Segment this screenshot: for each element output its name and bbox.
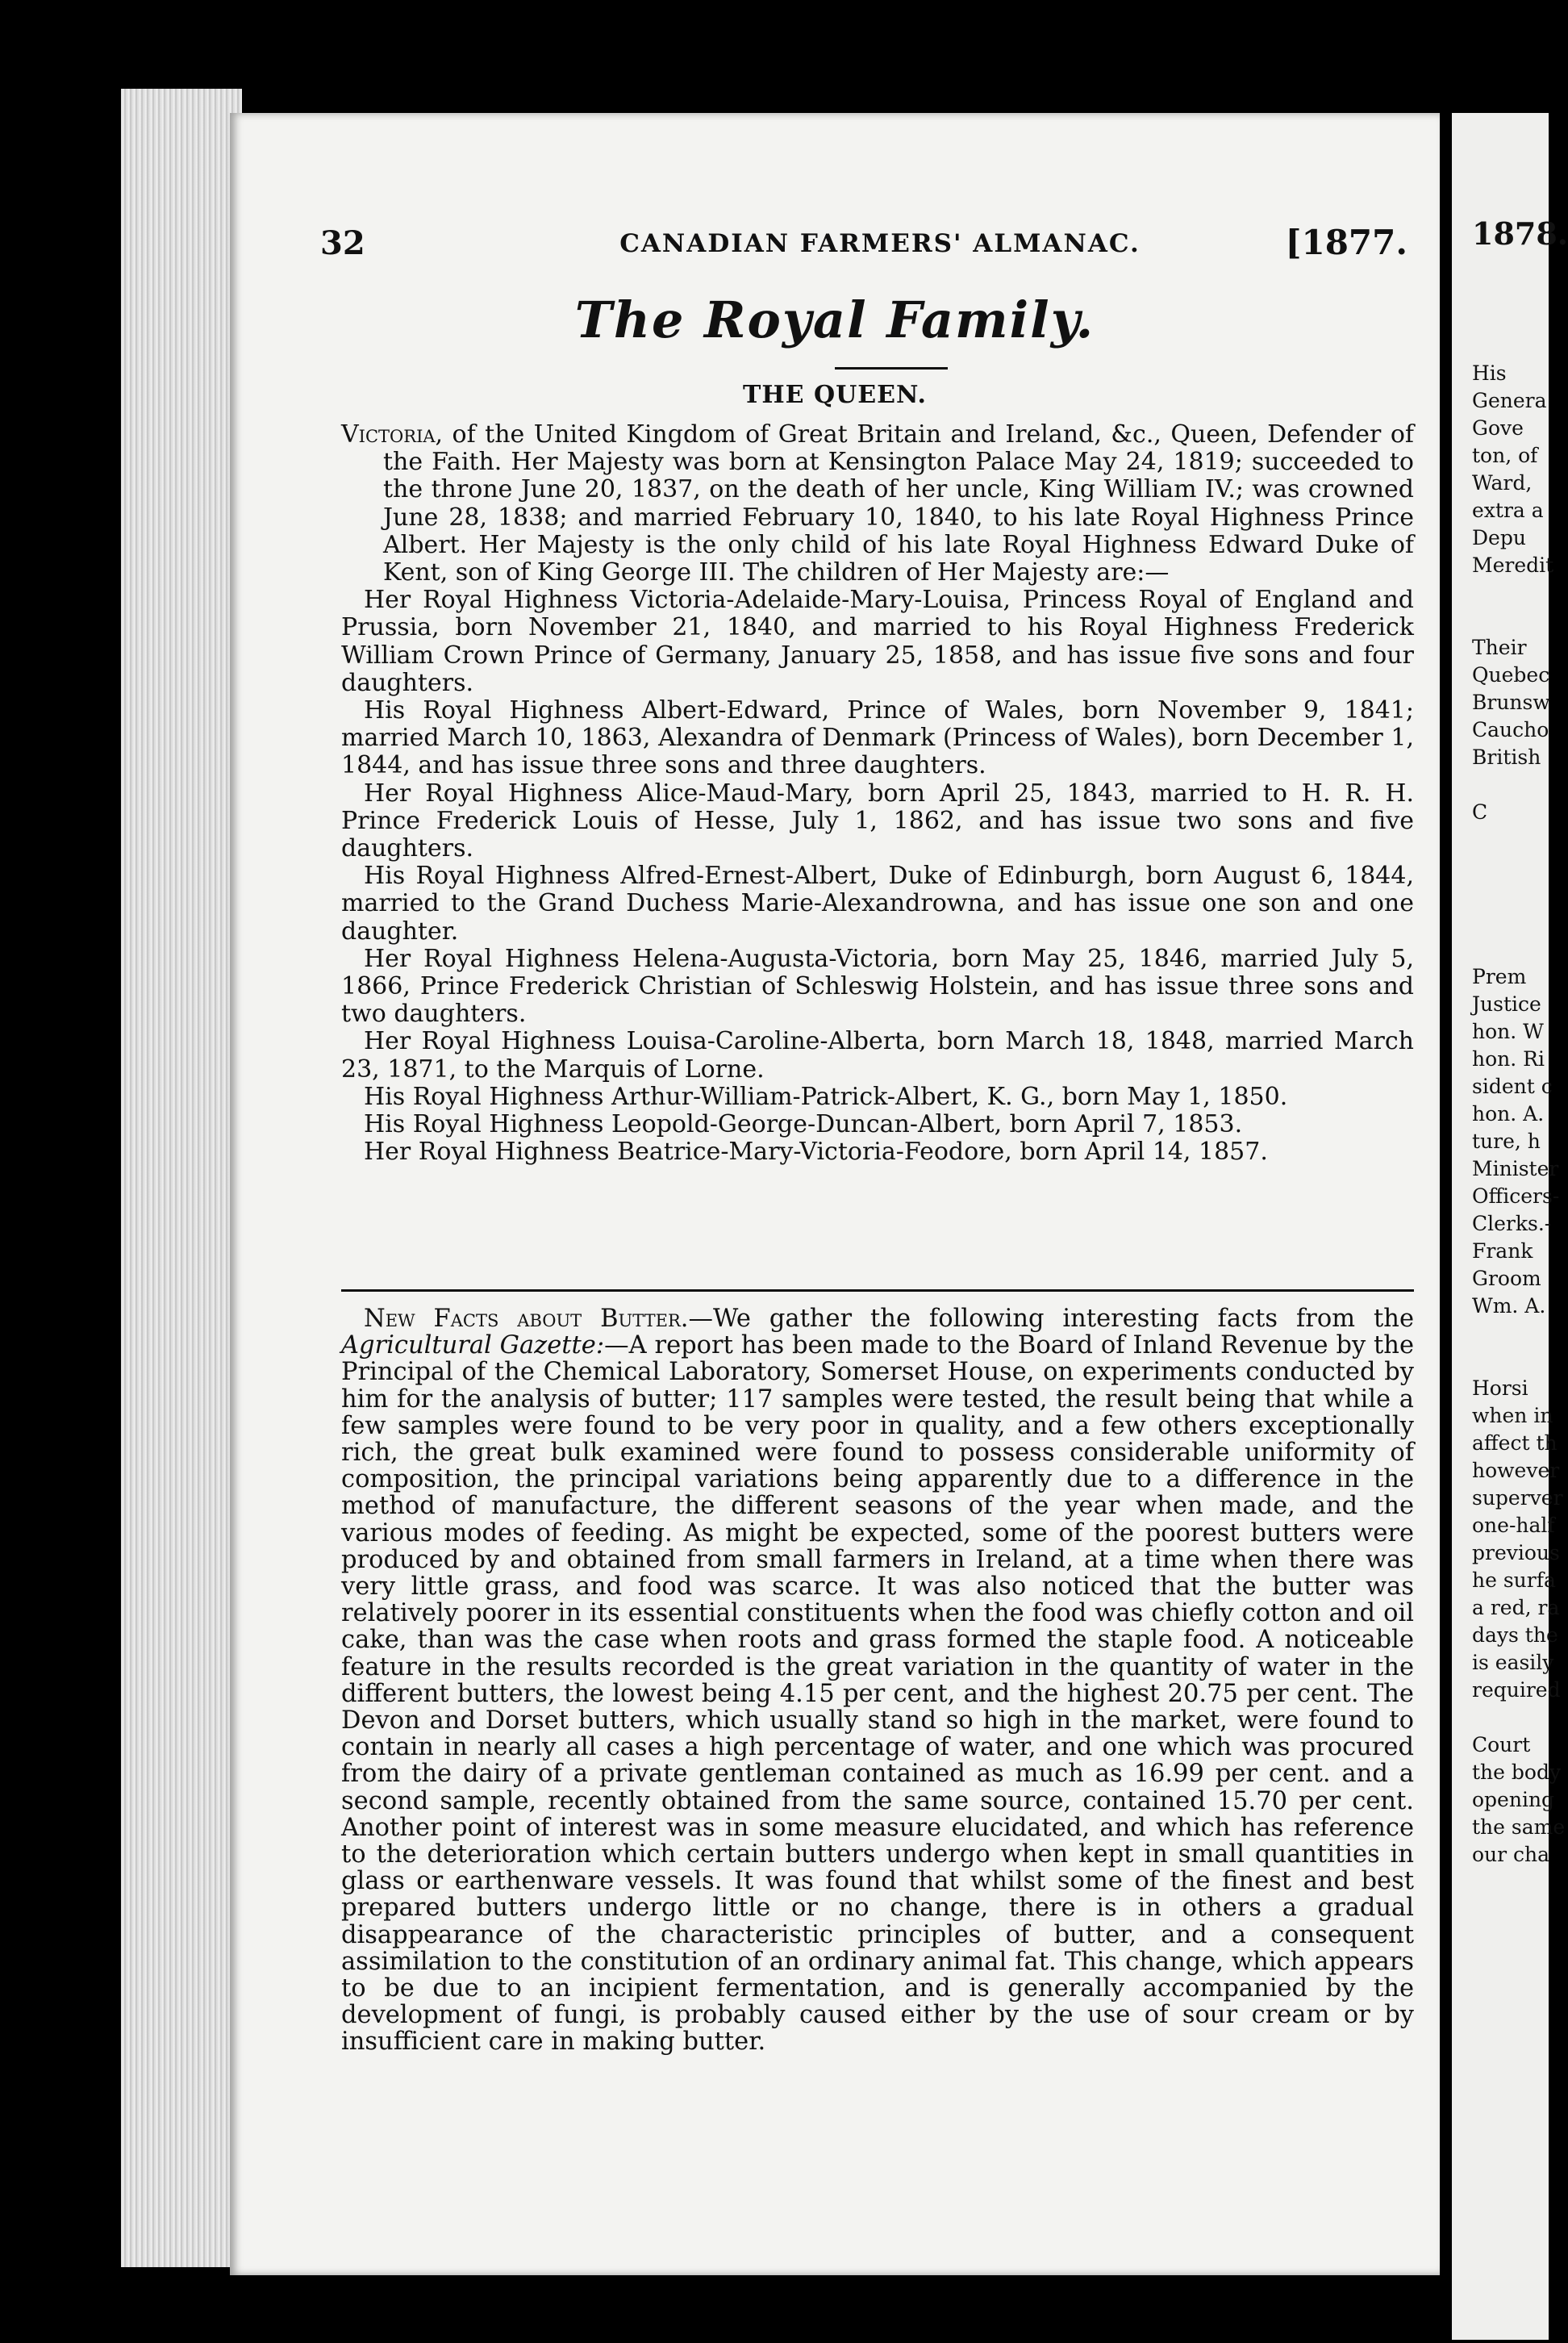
child-entry: His Royal Highness Leopold-George-Duncan-Albert, born April 7, 1853. — [364, 1110, 1243, 1139]
section-divider — [341, 1289, 1414, 1292]
facing-page-line — [1452, 1704, 1549, 1731]
facing-page-line: Gove — [1472, 416, 1524, 440]
book-page-edges — [121, 89, 242, 2267]
facing-page-line: Quebec — [1472, 663, 1550, 687]
butter-source: Agricultural Gazette: — [341, 1331, 605, 1360]
child-entry: Her Royal Highness Victoria-Adelaide-Mary-Louisa, Princess Royal of England and Prussia, born November 21, 1840, and married to his Royal Highness Frederick William Crown Prince of Germany, January 25, 1858, and has issue five sons and four daughters. — [341, 586, 1414, 697]
facing-page-line — [1452, 607, 1549, 634]
facing-page-line: 1878. — [1472, 215, 1568, 252]
facing-page-line — [1452, 854, 1549, 881]
queen-name: Victoria, — [341, 420, 444, 449]
child-entry: Her Royal Highness Alice-Maud-Mary, born April 25, 1843, married to H. R. H. Prince Frederick Louis of Hesse, July 1, 1862, and has issue two sons and five daughters. — [341, 779, 1414, 863]
facing-page-line: he surfa — [1472, 1568, 1556, 1592]
facing-page-line: Minister — [1472, 1157, 1559, 1180]
facing-page-line: is easily — [1472, 1651, 1554, 1674]
facing-page-line: hon. W — [1472, 1020, 1544, 1043]
butter-intro: —We gather the following interesting facts from the — [688, 1305, 1414, 1333]
child-entry: His Royal Highness Arthur-William-Patrick-Albert, K. G., born May 1, 1850. — [364, 1082, 1288, 1111]
facing-page-line: C — [1472, 800, 1488, 824]
child-entry: Her Royal Highness Louisa-Caroline-Alberta, born March 18, 1848, married March 23, 1871, to the Marquis of Lorne. — [341, 1027, 1414, 1084]
facing-page-line: hon. Ri — [1472, 1047, 1545, 1071]
butter-text: —A report has been made to the Board of Inland Revenue by the Principal of the Chemical Laboratory, Somerset House, on experiments conducted by him for the analysis of butter; 117 samples were tested, the result being that while a few samples were found to be very poor in quality, and a few others exceptionally rich, the great bulk examined were found to possess considerable uniformity of composition, the principal variations being apparently due to a difference in the method of manufacture, the different seasons of the year when made, and the various modes of feeding. As might be expected, some of the poorest butters were produced by and obtained from small farmers in Ireland, at a time when there was very little grass, and food was scarce. It was also noticed that the butter was relatively poorer in its essential constituents when the food was chiefly cotton and oil cake, than was the case when roots and grass formed the staple food. A noticeable feature in the results recorded is the great variation in the quantity of water in the different butters, the lowest being 4.15 per cent, and the highest 20.75 per cent. The Devon and Dorset butters, which usually stand so high in the market, were found to contain in nearly all cases a high percentage of water, and one which was procured from the dairy of a private gentleman contained as much as 16.99 per cent. and a second sample, recently obtained from the same source, contained 15.70 per cent. Another point of interest was in some measure elucidated, and which has reference to the deterioration which certain butters undergo when kept in small quantities in glass or earthenware vessels. It was found that whilst some of the finest and best prepared butters undergo little or no change, there is in others a gradual disappearance of the characteristic principles of butter, and a consequent assimilation to the constitution of an ordinary animal fat. This change, which appears to be due to an incipient fermentation, and is generally accompanied by the development of fungi, is probably caused either by the use of sour cream or by insufficient care in making butter. — [341, 1331, 1415, 2057]
facing-page-line: however — [1472, 1459, 1560, 1482]
facing-page-line: superver — [1472, 1486, 1563, 1510]
facing-page-line — [1452, 881, 1549, 908]
facing-page-line — [1452, 908, 1549, 936]
facing-page-line: Clerks.- — [1472, 1212, 1552, 1235]
facing-page-line: days the — [1472, 1623, 1558, 1647]
facing-page — [1452, 113, 1568, 2340]
facing-page-line: British — [1472, 746, 1541, 769]
facing-page-line: previous — [1472, 1541, 1560, 1564]
facing-page-line: opening — [1472, 1788, 1555, 1811]
facing-page-lines — [1452, 113, 1568, 1869]
facing-page-line: Their — [1472, 636, 1527, 659]
facing-page-line: required — [1472, 1678, 1561, 1702]
facing-page-line: His — [1472, 361, 1507, 385]
facing-page-line: hon. A. — [1472, 1102, 1545, 1126]
child-entry: His Royal Highness Alfred-Ernest-Albert, Duke of Edinburgh, born August 6, 1844, married to the Grand Duchess Marie-Alexandrowna, and has issue one son and one daughter. — [341, 862, 1414, 946]
facing-page-line: Ward, — [1472, 471, 1533, 495]
subhead-the-queen: THE QUEEN. — [743, 381, 927, 409]
page-header — [320, 224, 1440, 281]
child-entry: His Royal Highness Albert-Edward, Prince of Wales, born November 9, 1841; married March 10, 1863, Alexandra of Denmark (Princess of Wales), born December 1, 1844, and has issue three sons and three daughters. — [341, 696, 1414, 780]
facing-page-line — [1452, 936, 1549, 963]
facing-page-line — [1452, 250, 1549, 278]
almanac-page — [230, 113, 1440, 2275]
facing-page-line: Genera — [1472, 389, 1547, 412]
queen-text: of the United Kingdom of Great Britain and Ireland, &c., Queen, Defender of the Faith. Her Majesty was born at Kensington Palace May 24, 1819; succeeded to the throne June 20, 1837, on the death of her uncle, King William IV.; was crowned June 28, 1838; and married February 10, 1840, to his late Royal Highness Prince Albert. Her Majesty is the only child of his late Royal Highness Edward Duke of Kent, son of King George III. The children of Her Majesty are:— — [383, 420, 1414, 587]
facing-page-line: Caucho — [1472, 718, 1549, 741]
facing-page-line: Frank — [1472, 1239, 1533, 1263]
facing-page-line: ture, h — [1472, 1130, 1541, 1153]
facing-page-line — [1452, 826, 1549, 854]
running-title: CANADIAN FARMERS' ALMANAC. — [619, 229, 1141, 258]
facing-page-line: Prem — [1472, 965, 1527, 988]
child-entry: Her Royal Highness Beatrice-Mary-Victoria-Feodore, born April 14, 1857. — [364, 1138, 1268, 1167]
section-title: The Royal Family. — [574, 290, 1095, 349]
butter-paragraph — [341, 1305, 1414, 2056]
facing-page-line: ton, of — [1472, 444, 1538, 467]
facing-page-line: our cha — [1472, 1843, 1550, 1866]
facing-page-line: when in — [1472, 1404, 1553, 1427]
facing-page-line — [1452, 579, 1549, 607]
royal-family-section — [341, 421, 1414, 1166]
facing-page-line: Depu — [1472, 526, 1526, 549]
facing-page-line: Meredit — [1472, 553, 1554, 577]
facing-page-line: a red, ra — [1472, 1596, 1560, 1619]
facing-page-line: Groom — [1472, 1267, 1541, 1290]
facing-page-line: sident c — [1472, 1075, 1553, 1098]
facing-page-line: affect th — [1472, 1431, 1558, 1455]
facing-page-line: Wm. A. — [1472, 1294, 1546, 1318]
facing-page-line — [1452, 771, 1549, 799]
facing-page-line — [1452, 332, 1549, 360]
facing-page-line — [1452, 1320, 1549, 1347]
facing-page-line: Officers- — [1472, 1184, 1560, 1208]
facing-page-line: Horsi — [1472, 1376, 1528, 1400]
queen-paragraph — [341, 421, 1414, 587]
facing-page-line: extra a — [1472, 499, 1544, 522]
facing-page-line: the body — [1472, 1760, 1562, 1784]
facing-page-line: the same — [1472, 1815, 1566, 1839]
facing-page-line — [1452, 1347, 1549, 1375]
facing-page-line — [1452, 305, 1549, 332]
facing-page-line: Court — [1472, 1733, 1531, 1756]
child-entry: Her Royal Highness Helena-Augusta-Victoria, born May 25, 1846, married July 5, 1866, Prince Frederick Christian of Schleswig Holstein, and has issue three sons and two daughters. — [341, 944, 1414, 1029]
facing-page-line: Brunsw — [1472, 691, 1550, 714]
page-number: 32 — [320, 224, 365, 262]
facing-page-line — [1452, 278, 1549, 305]
title-rule — [835, 367, 948, 370]
facing-page-line: Justice — [1472, 992, 1541, 1016]
butter-article — [341, 1305, 1414, 2056]
facing-page-line: one-half — [1472, 1514, 1555, 1537]
butter-heading: New Facts about Butter. — [364, 1305, 689, 1333]
year-mark: [1877. — [1285, 223, 1407, 262]
